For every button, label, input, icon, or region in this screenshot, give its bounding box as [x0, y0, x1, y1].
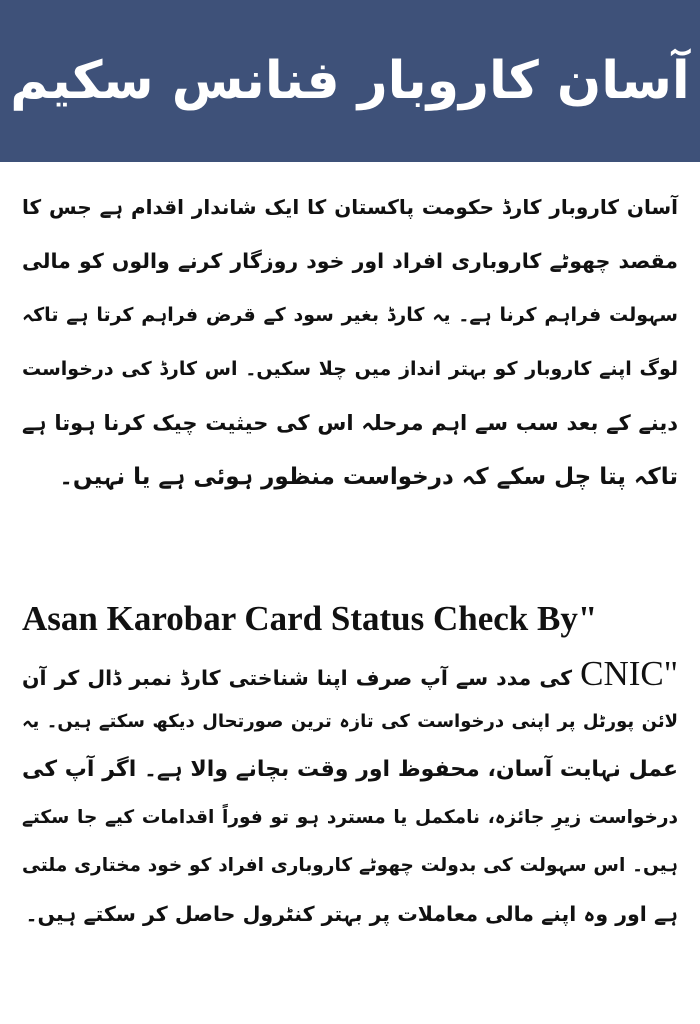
- section-line: لائن پورٹل پر اپنی درخواست کی تازہ ترین صورتحال دیکھ سکتے ہیں۔ یہ: [22, 711, 678, 732]
- section-line: ہیں۔ اس سہولت کی بدولت چھوٹے کاروباری افراد کو خود مختاری ملتی: [22, 855, 678, 876]
- section-line: عمل نہایت آسان، محفوظ اور وقت بچانے والا ہے۔ اگر آپ کی: [22, 757, 678, 782]
- section-heading: Asan Karobar Card Status Check By": [22, 599, 598, 638]
- intro-paragraph: [22, 180, 678, 504]
- title-banner: [0, 0, 700, 162]
- section-line: درخواست زیرِ جائزہ، نامکمل یا مسترد ہو تو فوراً اقدامات کیے جا سکتے: [22, 807, 678, 828]
- section-line: ہے اور وہ اپنے مالی معاملات پر بہتر کنٹرول حاصل کر سکتے ہیں۔: [25, 902, 678, 926]
- intro-line: لوگ اپنے کاروبار کو بہتر انداز میں چلا سکیں۔ اس کارڈ کی درخواست: [22, 358, 678, 380]
- section-first-line-text: کی مدد سے آپ صرف اپنا شناختی کارڈ نمبر ڈال کر آن: [22, 666, 572, 690]
- banner-title: آسان کاروبار فنانس سکیم: [10, 51, 690, 111]
- intro-line: تاکہ پتا چل سکے کہ درخواست منظور ہوئی ہے یا نہیں۔: [59, 464, 678, 490]
- intro-line: سہولت فراہم کرنا ہے۔ یہ کارڈ بغیر سود کے قرض فراہم کرتا ہے تاکہ: [22, 304, 678, 326]
- cnic-label: CNIC": [580, 654, 679, 693]
- section-paragraph: [22, 650, 678, 938]
- intro-line: مقصد چھوٹے کاروباری افراد اور خود روزگار کرنے والوں کو مالی: [22, 249, 678, 273]
- intro-line: آسان کاروبار کارڈ حکومت پاکستان کا ایک شاندار اقدام ہے جس کا: [22, 195, 678, 219]
- intro-line: دینے کے بعد سب سے اہم مرحلہ اس کی حیثیت چیک کرنا ہوتا ہے: [22, 411, 678, 435]
- section-first-line: [22, 650, 678, 698]
